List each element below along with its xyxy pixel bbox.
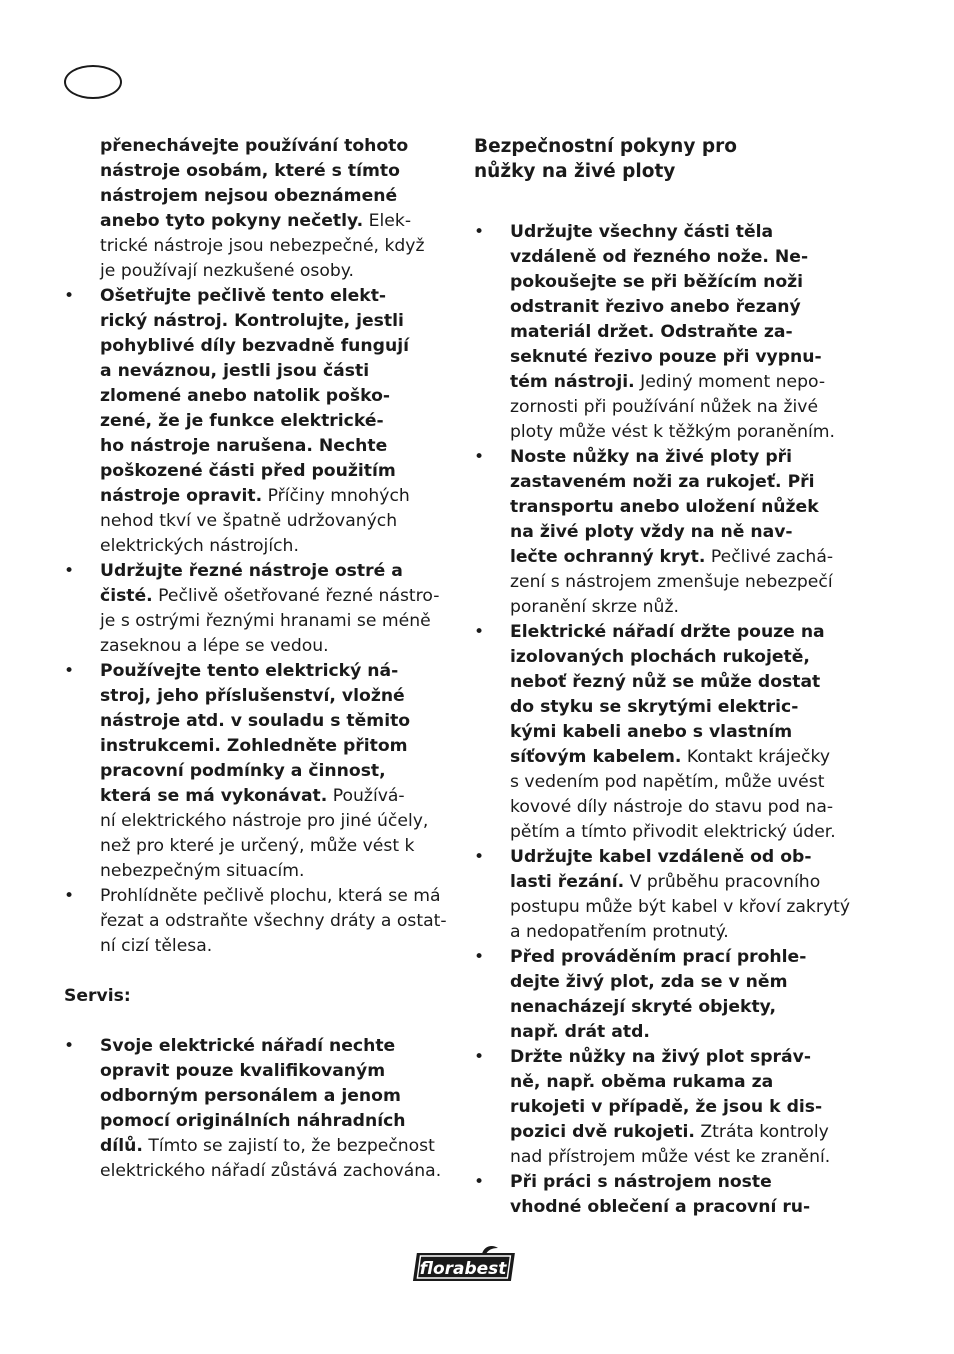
text-line xyxy=(100,559,454,584)
text-line xyxy=(510,845,864,870)
text-line xyxy=(100,734,454,759)
text-line xyxy=(100,209,454,234)
text-line: a nedopatřením protnutý. xyxy=(510,922,729,942)
bold-text: anebo tyto pokyny nečetly. xyxy=(100,211,364,231)
text-line xyxy=(510,970,864,995)
normal-text: Příčiny mnohých xyxy=(262,486,410,506)
normal-text: Tímto se zajistí to, že bezpečnost xyxy=(142,1136,435,1156)
bold-text: Elektrické nářadí držte pouze na xyxy=(510,622,825,642)
bold-text: nenacházejí skryté objekty, xyxy=(510,997,777,1017)
text-line xyxy=(100,309,454,334)
bold-text: která se má vykonávat. xyxy=(100,786,328,806)
spacer xyxy=(64,1009,454,1034)
text-line xyxy=(510,945,864,970)
text-line xyxy=(100,384,454,409)
text-line: zaseknou a lépe se vedou. xyxy=(100,636,329,656)
text-line: elektrického nářadí zůstává zachována. xyxy=(100,1161,442,1181)
text-line: než pro které je určený, může vést k xyxy=(100,836,415,856)
text-line xyxy=(100,484,454,509)
text-line xyxy=(100,1109,454,1134)
bullet-item xyxy=(64,559,454,659)
text-line: elektrických nástrojích. xyxy=(100,536,299,556)
bold-text: tém nástroji. xyxy=(510,372,635,392)
text-line: je používají nezkušené osoby. xyxy=(100,261,354,281)
florabest-logo xyxy=(408,1245,518,1285)
text-line xyxy=(100,284,454,309)
bullet-glyph: • xyxy=(64,886,75,906)
text-line: pětím a tímto přivodit elektrický úder. xyxy=(510,822,836,842)
bullet-glyph: • xyxy=(474,447,485,467)
bullet-glyph: • xyxy=(64,561,75,581)
bold-text: a neváznou, jestli jsou části xyxy=(100,361,370,381)
text-line xyxy=(100,1034,454,1059)
bold-text: dílů. xyxy=(100,1136,143,1156)
bold-text: nástrojem nejsou obeznámené xyxy=(100,186,398,206)
bullet-glyph: • xyxy=(474,622,485,642)
bold-text: lečte ochranný kryt. xyxy=(510,547,706,567)
text-line xyxy=(100,584,454,609)
text-line xyxy=(510,1120,864,1145)
normal-text: Pečlivé zachá- xyxy=(705,547,834,567)
text-line xyxy=(510,270,864,295)
text-line xyxy=(510,470,864,495)
text-line: ní elektrického nástroje pro jiné účely, xyxy=(100,811,429,831)
bold-text: Svoje elektrické nářadí nechte xyxy=(100,1036,396,1056)
text-line xyxy=(100,434,454,459)
text-line xyxy=(510,720,864,745)
left-column xyxy=(64,134,454,1184)
normal-text: Elek- xyxy=(363,211,412,231)
bold-text: Noste nůžky na živé ploty při xyxy=(510,447,793,467)
text-line xyxy=(100,409,454,434)
bullet-item xyxy=(64,1034,454,1184)
text-line xyxy=(510,695,864,720)
bullet-glyph: • xyxy=(64,1036,75,1056)
text-line xyxy=(100,1059,454,1084)
bold-text: pomocí originálních náhradních xyxy=(100,1111,406,1131)
bold-text: pohyblivé díly bezvadně fungují xyxy=(100,336,409,356)
spacer xyxy=(64,959,454,984)
bullet-glyph: • xyxy=(64,286,75,306)
bold-text: zastaveném noži za rukojeť. Při xyxy=(510,472,815,492)
normal-text: Kontakt kráječky xyxy=(681,747,830,767)
bold-text: Před prováděním prací prohle- xyxy=(510,947,807,967)
normal-text: Ztráta kontroly xyxy=(694,1122,829,1142)
normal-text: V průběhu pracovního xyxy=(624,872,821,892)
text-line xyxy=(100,1134,454,1159)
text-line xyxy=(100,159,454,184)
logo-text: florabest xyxy=(419,1259,507,1279)
text-line xyxy=(510,345,864,370)
bold-text: odborným personálem a jenom xyxy=(100,1086,401,1106)
text-line: nehod tkví ve špatně udržovaných xyxy=(100,511,398,531)
bold-text: kými kabeli anebo s vlastním xyxy=(510,722,793,742)
bold-text: opravit pouze kvalifikovaným xyxy=(100,1061,386,1081)
bold-text: Používejte tento elektrický ná- xyxy=(100,661,399,681)
continuation-block xyxy=(64,134,454,284)
text-line xyxy=(510,445,864,470)
paragraph-block xyxy=(100,134,454,284)
bold-text: zlomené anebo natolik poško- xyxy=(100,386,391,406)
text-line xyxy=(510,1045,864,1070)
bullet-item xyxy=(474,1045,864,1170)
bullet-item xyxy=(474,1170,864,1220)
text-line xyxy=(510,620,864,645)
section-heading-servis: Servis: xyxy=(64,986,131,1006)
text-line xyxy=(510,495,864,520)
bold-text: ho nástroje narušena. Nechte xyxy=(100,436,388,456)
bold-text: přenechávejte používání tohoto xyxy=(100,136,409,156)
text-line: trické nástroje jsou nebezpečné, když xyxy=(100,236,425,256)
bold-text: Ošetřujte pečlivě tento elekt- xyxy=(100,286,387,306)
bold-text: do styku se skrytými elektric- xyxy=(510,697,799,717)
text-line xyxy=(100,1084,454,1109)
bold-text: Udržujte všechny části těla xyxy=(510,222,774,242)
bullet-glyph: • xyxy=(474,1047,485,1067)
bullet-item xyxy=(64,884,454,959)
text-line: Prohlídněte pečlivě plochu, která se má xyxy=(100,886,441,906)
bold-text: vzdáleně od řezného nože. Ne- xyxy=(510,247,809,267)
text-line xyxy=(100,684,454,709)
text-line xyxy=(510,320,864,345)
bold-text: zené, že je funkce elektrické- xyxy=(100,411,384,431)
text-line xyxy=(510,245,864,270)
text-line xyxy=(100,659,454,684)
bullet-item xyxy=(474,445,864,620)
text-line: nebezpečným situacím. xyxy=(100,861,305,881)
bullet-glyph: • xyxy=(474,847,485,867)
text-line xyxy=(510,1020,864,1045)
text-line xyxy=(100,184,454,209)
text-line xyxy=(510,1095,864,1120)
bullet-item xyxy=(474,945,864,1045)
bold-text: lasti řezání. xyxy=(510,872,625,892)
text-line xyxy=(510,745,864,770)
bold-text: ně, např. oběma rukama za xyxy=(510,1072,774,1092)
text-line: ploty může vést k těžkým poraněním. xyxy=(510,422,836,442)
text-line: řezat a odstraňte všechny dráty a ostat- xyxy=(100,911,447,931)
bold-text: izolovaných plochách rukojetě, xyxy=(510,647,810,667)
spacer xyxy=(474,184,864,220)
text-line xyxy=(510,295,864,320)
text-line: kovové díly nástroje do stavu pod na- xyxy=(510,797,834,817)
text-line xyxy=(510,1070,864,1095)
bold-text: Udržujte kabel vzdáleně od ob- xyxy=(510,847,812,867)
bold-text: nástroje atd. v souladu s těmito xyxy=(100,711,411,731)
bullet-glyph: • xyxy=(474,1172,485,1192)
bullet-item xyxy=(64,659,454,884)
bold-text: čisté. xyxy=(100,586,153,606)
bold-text: materiál držet. Odstraňte za- xyxy=(510,322,793,342)
bullet-item xyxy=(474,845,864,945)
bold-text: transportu anebo uložení nůžek xyxy=(510,497,819,517)
bold-text: síťovým kabelem. xyxy=(510,747,682,767)
bullet-glyph: • xyxy=(474,947,485,967)
text-line xyxy=(510,1170,864,1195)
text-line: nad přístrojem může vést ke zranění. xyxy=(510,1147,831,1167)
bullet-glyph: • xyxy=(64,661,75,681)
bold-text: vhodné oblečení a pracovní ru- xyxy=(510,1197,811,1217)
bullet-item xyxy=(64,284,454,559)
text-line xyxy=(510,995,864,1020)
text-line xyxy=(100,709,454,734)
bold-text: poškozené části před použitím xyxy=(100,461,396,481)
bold-text: rický nástroj. Kontrolujte, jestli xyxy=(100,311,404,331)
bold-text: nástroje osobám, které s tímto xyxy=(100,161,400,181)
text-line xyxy=(510,370,864,395)
bold-text: nástroje opravit. xyxy=(100,486,263,506)
bold-text: seknuté řezivo pouze při vypnu- xyxy=(510,347,822,367)
text-line xyxy=(510,545,864,570)
normal-text: Používá- xyxy=(327,786,405,806)
text-line: je s ostrými řeznými hranami se méně xyxy=(100,611,431,631)
bold-text: odstranit řezivo anebo řezaný xyxy=(510,297,801,317)
bold-text: Při práci s nástrojem noste xyxy=(510,1172,772,1192)
text-line xyxy=(510,1195,864,1220)
bullet-glyph: • xyxy=(474,222,485,242)
text-line: zení s nástrojem zmenšuje nebezpečí xyxy=(510,572,833,592)
bold-text: neboť řezný nůž se může dostat xyxy=(510,672,821,692)
right-column xyxy=(474,134,864,1220)
text-line xyxy=(100,359,454,384)
language-oval xyxy=(64,65,122,99)
text-line xyxy=(510,645,864,670)
bold-text: stroj, jeho příslušenství, vložné xyxy=(100,686,405,706)
bold-text: na živé ploty vždy na ně nav- xyxy=(510,522,793,542)
bullet-item xyxy=(474,220,864,445)
normal-text: Pečlivě ošetřované řezné nástro- xyxy=(152,586,440,606)
text-line: poranění skrze nůž. xyxy=(510,597,679,617)
bold-text: pozici dvě rukojeti. xyxy=(510,1122,695,1142)
normal-text: Jediný moment nepo- xyxy=(634,372,826,392)
text-line: zornosti při používání nůžek na živé xyxy=(510,397,819,417)
bold-text: pracovní podmínky a činnost, xyxy=(100,761,386,781)
text-line xyxy=(100,459,454,484)
section-heading-line: nůžky na živé ploty xyxy=(474,161,676,182)
bold-text: Udržujte řezné nástroje ostré a xyxy=(100,561,403,581)
text-line xyxy=(100,334,454,359)
text-line xyxy=(510,670,864,695)
text-line: ní cizí tělesa. xyxy=(100,936,213,956)
bold-text: např. drát atd. xyxy=(510,1022,650,1042)
section-heading-line: Bezpečnostní pokyny pro xyxy=(474,136,737,157)
bold-text: pokoušejte se při běžícím noži xyxy=(510,272,804,292)
text-line xyxy=(100,759,454,784)
text-line xyxy=(100,784,454,809)
text-line xyxy=(510,520,864,545)
bold-text: dejte živý plot, zda se v něm xyxy=(510,972,788,992)
text-line: postupu může být kabel v křoví zakrytý xyxy=(510,897,851,917)
bullet-item xyxy=(474,620,864,845)
bold-text: instrukcemi. Zohledněte přitom xyxy=(100,736,408,756)
text-line xyxy=(510,220,864,245)
bold-text: rukojeti v případě, že jsou k dis- xyxy=(510,1097,823,1117)
text-line xyxy=(510,870,864,895)
bold-text: Držte nůžky na živý plot správ- xyxy=(510,1047,811,1067)
text-line: s vedením pod napětím, může uvést xyxy=(510,772,825,792)
text-line xyxy=(100,134,454,159)
